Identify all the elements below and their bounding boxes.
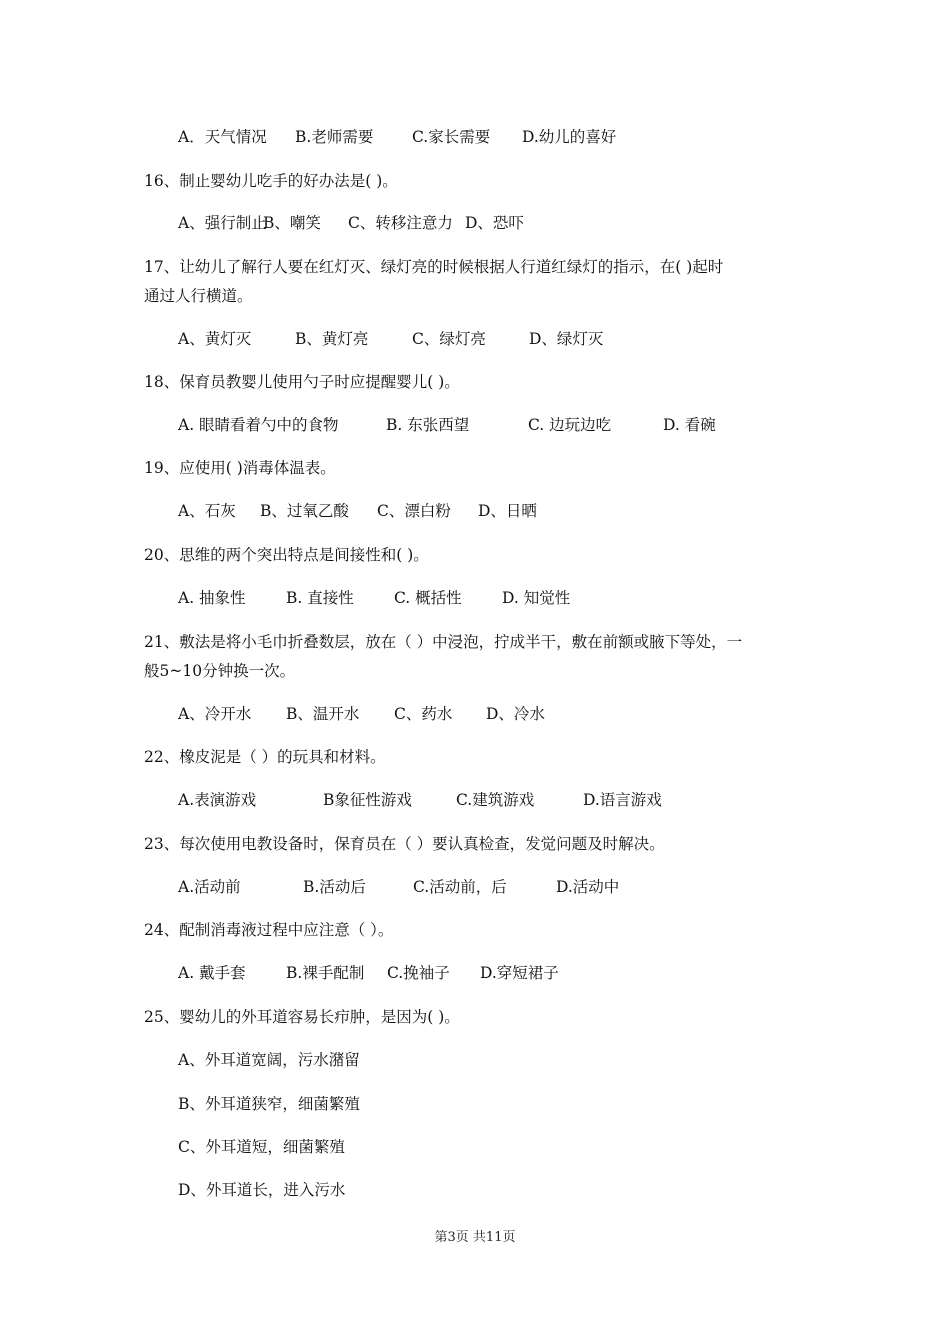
q17-option-a: A、黄灯灭 bbox=[178, 330, 252, 348]
q23-option-a: A.活动前 bbox=[178, 878, 241, 896]
q20-option-b: B. 直接性 bbox=[286, 589, 354, 607]
q17-stem-line2: 通过人行横道。 bbox=[144, 287, 253, 305]
q18-option-a: A. 眼睛看着勺中的食物 bbox=[178, 416, 339, 434]
q20-stem: 20、思维的两个突出特点是间接性和( )。 bbox=[144, 546, 429, 564]
q17-options bbox=[178, 328, 603, 350]
q19-option-c: C、漂白粉 bbox=[377, 502, 451, 520]
q17-stem-line1: 17、让幼儿了解行人要在红灯灭、绿灯亮的时候根据人行道红绿灯的指示，在( )起时 bbox=[144, 258, 724, 276]
q16-option-b: B、嘲笑 bbox=[263, 214, 321, 232]
q17-option-c: C、绿灯亮 bbox=[412, 330, 486, 348]
q24-option-a: A. 戴手套 bbox=[178, 964, 246, 982]
q22-option-b: B象征性游戏 bbox=[323, 791, 412, 809]
q15-option-a: A．天气情况 bbox=[178, 128, 267, 146]
q22-stem: 22、橡皮泥是（ ）的玩具和材料。 bbox=[144, 748, 386, 766]
q19-option-b: B、过氧乙酸 bbox=[260, 502, 349, 520]
q15-option-b: B.老师需要 bbox=[295, 128, 374, 146]
q22-option-c: C.建筑游戏 bbox=[456, 791, 535, 809]
q16-options bbox=[178, 212, 524, 234]
q18-option-d: D. 看碗 bbox=[663, 416, 716, 434]
q15-option-c: C.家长需要 bbox=[412, 128, 491, 146]
q19-stem: 19、应使用( )消毒体温表。 bbox=[144, 459, 336, 477]
q21-stem-line2: 般5~10分钟换一次。 bbox=[144, 662, 296, 680]
q24-options bbox=[178, 962, 559, 984]
q24-stem: 24、配制消毒液过程中应注意（ ）。 bbox=[144, 921, 394, 939]
q16-stem: 16、制止婴幼儿吃手的好办法是( )。 bbox=[144, 172, 398, 190]
q23-stem: 23、每次使用电教设备时，保育员在（ ）要认真检查，发觉问题及时解决。 bbox=[144, 835, 665, 853]
q15-option-d: D.幼儿的喜好 bbox=[522, 128, 617, 146]
q22-option-d: D.语言游戏 bbox=[583, 791, 662, 809]
page-footer: 第3页 共11页 bbox=[434, 1230, 516, 1245]
q20-options bbox=[178, 587, 570, 609]
q16-option-c: C、转移注意力 bbox=[348, 214, 453, 232]
q23-option-c: C.活动前，后 bbox=[413, 878, 507, 896]
q17-option-d: D、绿灯灭 bbox=[529, 330, 604, 348]
q23-option-d: D.活动中 bbox=[556, 878, 620, 896]
q20-option-c: C. 概括性 bbox=[394, 589, 462, 607]
q20-option-d: D. 知觉性 bbox=[502, 589, 571, 607]
q17-option-b: B、黄灯亮 bbox=[295, 330, 369, 348]
q24-option-b: B.裸手配制 bbox=[286, 964, 365, 982]
q25-option-c: C、外耳道短，细菌繁殖 bbox=[178, 1138, 345, 1156]
q18-options bbox=[178, 414, 716, 436]
q25-option-d: D、外耳道长，进入污水 bbox=[178, 1181, 346, 1199]
q21-option-d: D、冷水 bbox=[486, 705, 545, 723]
q25-option-b: B、外耳道狭窄，细菌繁殖 bbox=[178, 1095, 360, 1113]
q15-options bbox=[178, 126, 616, 148]
q16-option-d: D、恐吓 bbox=[465, 214, 524, 232]
q19-option-a: A、石灰 bbox=[178, 502, 236, 520]
q22-options bbox=[178, 789, 662, 811]
q23-options bbox=[178, 876, 619, 898]
q18-option-c: C. 边玩边吃 bbox=[528, 416, 612, 434]
q21-stem-line1: 21、敷法是将小毛巾折叠数层，放在（ ）中浸泡，拧成半干，敷在前额或腋下等处，一 bbox=[144, 633, 743, 651]
q19-option-d: D、日晒 bbox=[478, 502, 537, 520]
q21-option-c: C、药水 bbox=[394, 705, 453, 723]
q22-option-a: A.表演游戏 bbox=[178, 791, 257, 809]
q25-stem: 25、婴幼儿的外耳道容易长疖肿，是因为( )。 bbox=[144, 1008, 460, 1026]
q23-option-b: B.活动后 bbox=[303, 878, 366, 896]
q21-options bbox=[178, 703, 545, 725]
q21-option-a: A、冷开水 bbox=[178, 705, 252, 723]
q18-stem: 18、保育员教婴儿使用勺子时应提醒婴儿( )。 bbox=[144, 373, 460, 391]
q21-option-b: B、温开水 bbox=[286, 705, 360, 723]
q25-option-a: A、外耳道宽阔，污水潴留 bbox=[178, 1051, 360, 1069]
q19-options bbox=[178, 500, 537, 522]
q20-option-a: A. 抽象性 bbox=[178, 589, 246, 607]
q18-option-b: B. 东张西望 bbox=[386, 416, 470, 434]
q24-option-c: C.挽袖子 bbox=[387, 964, 450, 982]
q24-option-d: D.穿短裙子 bbox=[480, 964, 559, 982]
q16-option-a: A、强行制止 bbox=[178, 214, 267, 232]
